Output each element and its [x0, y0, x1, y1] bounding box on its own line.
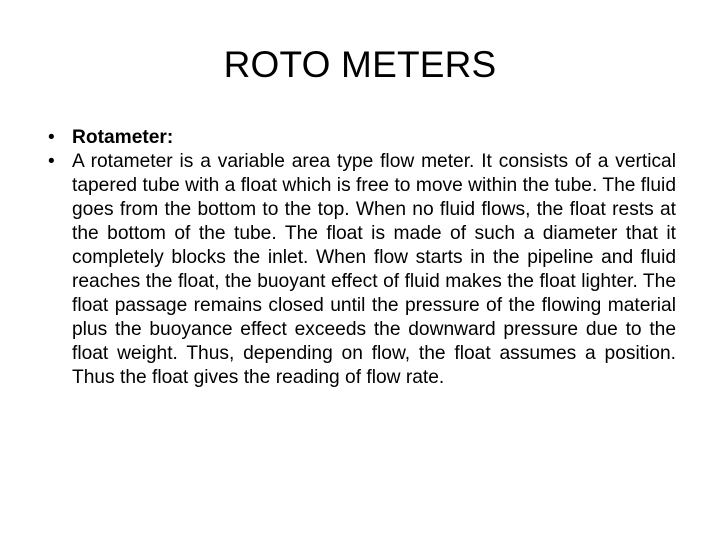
bullet-list [48, 126, 676, 390]
bullet-item-heading [48, 126, 676, 150]
bullet-item-description [48, 150, 676, 390]
bullet-marker: • [48, 127, 55, 148]
slide-title: ROTO METERS [223, 44, 497, 85]
bullet-description-text: A rotameter is a variable area type flow meter. It consists of a vertical tapered tube with a float which is free to move within the tube. The fluid goes from the bottom to the top. When no fluid flows, the float rests at the bottom of the tube. The float is made of such a diameter that it completely blocks the inlet. When flow starts in the pipeline and fluid reaches the float, the buoyant effect of fluid makes the float lighter. The float passage remains closed until the pressure of the flowing material plus the buoyance effect exceeds the downward pressure due to the float weight. Thus, depending on flow, the float assumes a position. Thus the float gives the reading of flow rate. [72, 151, 676, 388]
bullet-marker: • [48, 151, 55, 172]
bullet-heading-text: Rotameter: [72, 127, 174, 148]
